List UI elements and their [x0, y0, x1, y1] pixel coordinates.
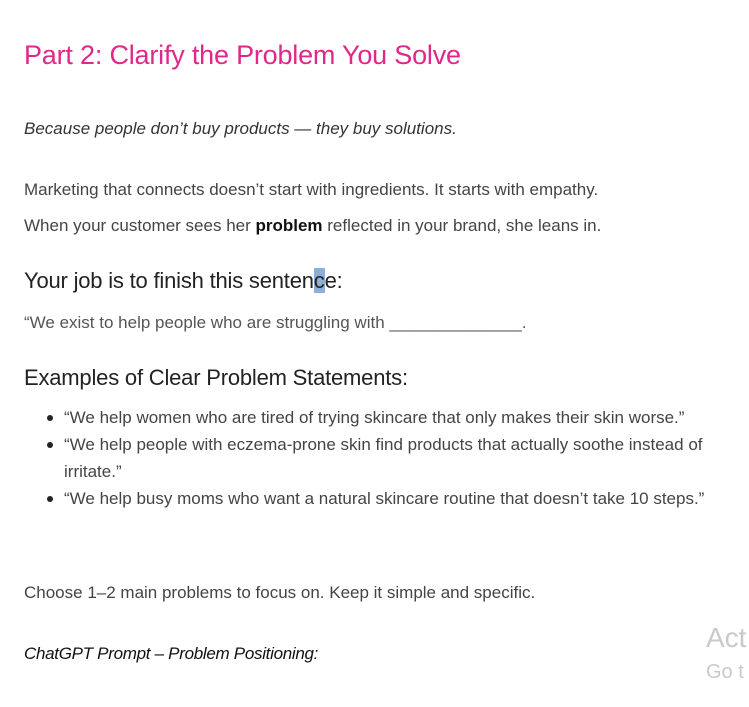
examples-heading: Examples of Clear Problem Statements:: [24, 365, 408, 390]
watermark-line-1: Act: [706, 622, 747, 653]
watermark-line-2: Go t: [706, 661, 744, 683]
problem-bold-text: problem: [255, 216, 323, 235]
choose-problems-text: Choose 1–2 main problems to focus on. Keep it simple and specific.: [24, 583, 536, 602]
examples-list: [24, 404, 714, 512]
intro-paragraph-1: Marketing that connects doesn’t start with ingredients. It starts with empathy.: [24, 180, 599, 199]
intro-text-after: reflected in your brand, she leans in.: [322, 216, 602, 235]
job-heading: [24, 268, 343, 294]
chatgpt-prompt-label: ChatGPT Prompt – Problem Positioning:: [24, 644, 319, 663]
text-selection-highlight[interactable]: c: [313, 268, 325, 293]
list-item: “We help people with eczema-prone skin find products that actually soothe instead of irritate.”: [64, 431, 714, 485]
intro-text-before: When your customer sees her: [24, 216, 256, 235]
fill-in-sentence: “We exist to help people who are struggling with ______________.: [24, 313, 527, 332]
job-heading-text-after: e:: [324, 268, 343, 293]
list-item: “We help busy moms who want a natural skincare routine that doesn’t take 10 steps.”: [64, 485, 714, 512]
section-title: Part 2: Clarify the Problem You Solve: [24, 40, 461, 70]
intro-paragraph-2: [24, 216, 601, 236]
section-tagline: Because people don’t buy products — they buy solutions.: [24, 119, 457, 138]
list-item: “We help women who are tired of trying skincare that only makes their skin worse.”: [64, 404, 714, 431]
activation-watermark: [706, 620, 746, 686]
job-heading-text-before: Your job is to finish this senten: [24, 268, 314, 293]
